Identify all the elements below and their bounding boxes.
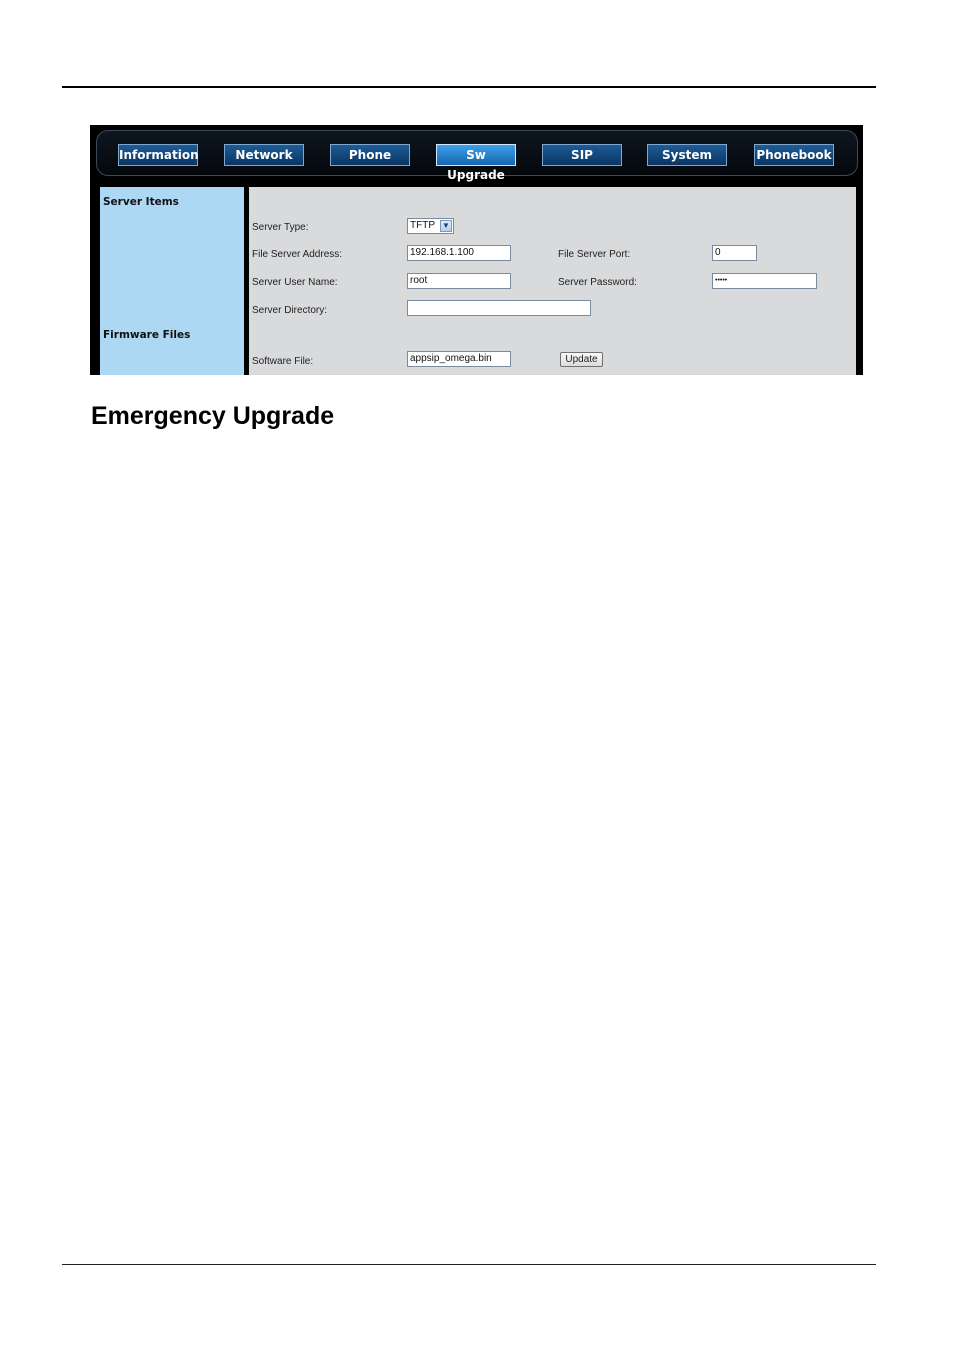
tab-phonebook[interactable]: Phonebook [754, 144, 834, 166]
file-server-address-input[interactable]: 192.168.1.100 [407, 245, 511, 261]
server-directory-input[interactable] [407, 300, 591, 316]
update-button[interactable]: Update [560, 352, 603, 367]
server-password-input[interactable]: ••••• [712, 273, 817, 289]
settings-form [249, 187, 856, 375]
sidebar-section-server-items: Server Items [103, 196, 179, 208]
footer-rule [62, 1264, 876, 1265]
tab-bar [96, 130, 858, 182]
sidebar-section-firmware-files: Firmware Files [103, 329, 191, 341]
tab-information[interactable]: Information [118, 144, 198, 166]
server-user-name-label: Server User Name: [252, 277, 338, 288]
server-type-value: TFTP [410, 220, 435, 231]
section-heading: Emergency Upgrade [91, 402, 335, 430]
tab-sip[interactable]: SIP [542, 144, 622, 166]
file-server-port-input[interactable]: 0 [712, 245, 757, 261]
server-type-select[interactable] [407, 218, 454, 234]
server-user-name-input[interactable]: root [407, 273, 511, 289]
server-password-label: Server Password: [558, 277, 637, 288]
server-directory-label: Server Directory: [252, 305, 328, 316]
header-rule [62, 86, 876, 88]
file-server-address-label: File Server Address: [252, 249, 343, 260]
server-type-label: Server Type: [252, 222, 309, 233]
sidebar [100, 187, 244, 375]
software-file-input[interactable]: appsip_omega.bin [407, 351, 511, 367]
tab-system[interactable]: System [647, 144, 727, 166]
chevron-down-icon: ▼ [440, 220, 452, 232]
software-file-label: Software File: [252, 356, 314, 367]
tab-network[interactable]: Network [224, 144, 304, 166]
web-ui-screenshot [90, 125, 863, 375]
tab-phone[interactable]: Phone [330, 144, 410, 166]
tab-sw-upgrade[interactable]: Sw Upgrade [436, 144, 516, 166]
file-server-port-label: File Server Port: [558, 249, 631, 260]
